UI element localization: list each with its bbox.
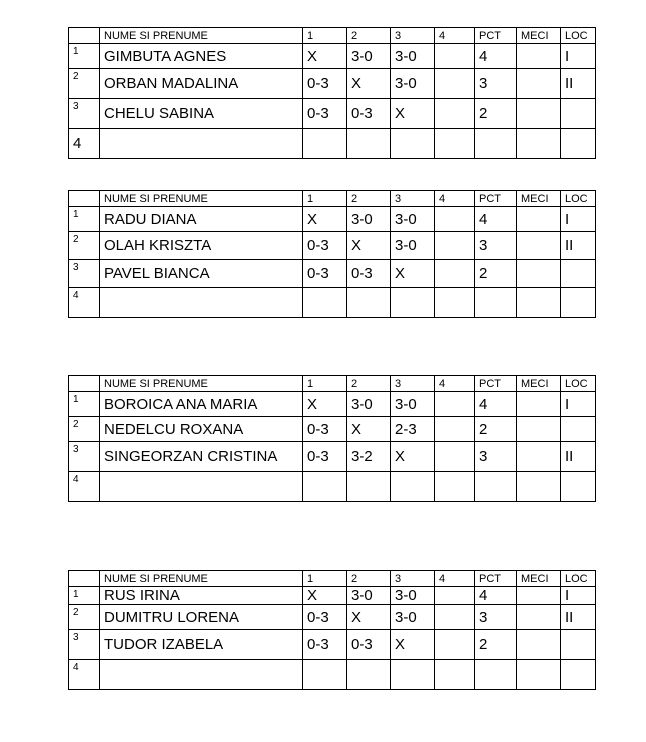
place-cell bbox=[561, 472, 596, 502]
vs-3-cell: X bbox=[391, 630, 435, 660]
vs-1-cell bbox=[303, 129, 347, 159]
header-name: NUME SI PRENUME bbox=[100, 376, 303, 392]
vs-4-cell bbox=[435, 207, 475, 232]
table-row bbox=[69, 660, 596, 690]
vs-1-cell: 0-3 bbox=[303, 605, 347, 630]
header-row bbox=[69, 191, 596, 207]
vs-2-cell: X bbox=[347, 232, 391, 260]
matches-cell bbox=[517, 207, 561, 232]
header-matches: MECI bbox=[517, 376, 561, 392]
table-row bbox=[69, 99, 596, 129]
matches-cell bbox=[517, 232, 561, 260]
vs-4-cell bbox=[435, 129, 475, 159]
table-row bbox=[69, 417, 596, 442]
vs-3-cell: X bbox=[391, 99, 435, 129]
table-row bbox=[69, 44, 596, 69]
place-cell bbox=[561, 288, 596, 318]
table-row bbox=[69, 630, 596, 660]
vs-2-cell: 3-0 bbox=[347, 207, 391, 232]
table-row bbox=[69, 442, 596, 472]
vs-1-cell: 0-3 bbox=[303, 99, 347, 129]
matches-cell bbox=[517, 630, 561, 660]
vs-3-cell: 3-0 bbox=[391, 69, 435, 99]
vs-3-cell bbox=[391, 472, 435, 502]
vs-1-cell bbox=[303, 472, 347, 502]
header-index bbox=[69, 28, 100, 44]
points-cell: 4 bbox=[475, 392, 517, 417]
points-cell: 3 bbox=[475, 232, 517, 260]
vs-2-cell bbox=[347, 129, 391, 159]
matches-cell bbox=[517, 417, 561, 442]
points-cell: 2 bbox=[475, 99, 517, 129]
matches-cell bbox=[517, 260, 561, 288]
index-cell: 2 bbox=[69, 417, 100, 442]
vs-2-cell: 3-0 bbox=[347, 587, 391, 605]
table-row bbox=[69, 232, 596, 260]
vs-2-cell: X bbox=[347, 605, 391, 630]
name-cell: GIMBUTA AGNES bbox=[100, 44, 303, 69]
vs-1-cell: X bbox=[303, 44, 347, 69]
vs-1-cell: 0-3 bbox=[303, 630, 347, 660]
index-cell: 3 bbox=[69, 442, 100, 472]
header-points: PCT bbox=[475, 571, 517, 587]
matches-cell bbox=[517, 605, 561, 630]
matches-cell bbox=[517, 69, 561, 99]
vs-4-cell bbox=[435, 260, 475, 288]
vs-2-cell bbox=[347, 288, 391, 318]
header-vs-1: 1 bbox=[303, 28, 347, 44]
vs-4-cell bbox=[435, 44, 475, 69]
header-vs-4: 4 bbox=[435, 571, 475, 587]
vs-3-cell: 3-0 bbox=[391, 44, 435, 69]
name-cell: PAVEL BIANCA bbox=[100, 260, 303, 288]
vs-2-cell bbox=[347, 660, 391, 690]
name-cell bbox=[100, 129, 303, 159]
table-row bbox=[69, 288, 596, 318]
vs-4-cell bbox=[435, 630, 475, 660]
header-vs-4: 4 bbox=[435, 191, 475, 207]
name-cell bbox=[100, 288, 303, 318]
vs-1-cell: 0-3 bbox=[303, 442, 347, 472]
name-cell: SINGEORZAN CRISTINA bbox=[100, 442, 303, 472]
header-vs-3: 3 bbox=[391, 191, 435, 207]
vs-2-cell: 0-3 bbox=[347, 260, 391, 288]
vs-2-cell: X bbox=[347, 69, 391, 99]
name-cell: TUDOR IZABELA bbox=[100, 630, 303, 660]
vs-2-cell bbox=[347, 472, 391, 502]
vs-1-cell: X bbox=[303, 587, 347, 605]
header-points: PCT bbox=[475, 28, 517, 44]
matches-cell bbox=[517, 442, 561, 472]
header-vs-1: 1 bbox=[303, 376, 347, 392]
points-cell: 4 bbox=[475, 207, 517, 232]
vs-2-cell: 3-0 bbox=[347, 392, 391, 417]
place-cell: II bbox=[561, 605, 596, 630]
matches-cell bbox=[517, 587, 561, 605]
header-name: NUME SI PRENUME bbox=[100, 28, 303, 44]
vs-4-cell bbox=[435, 288, 475, 318]
vs-1-cell: 0-3 bbox=[303, 260, 347, 288]
header-vs-3: 3 bbox=[391, 28, 435, 44]
matches-cell bbox=[517, 472, 561, 502]
vs-4-cell bbox=[435, 232, 475, 260]
points-cell bbox=[475, 472, 517, 502]
points-cell bbox=[475, 660, 517, 690]
place-cell bbox=[561, 99, 596, 129]
header-points: PCT bbox=[475, 376, 517, 392]
vs-4-cell bbox=[435, 472, 475, 502]
points-cell: 2 bbox=[475, 630, 517, 660]
header-place: LOC bbox=[561, 191, 596, 207]
index-cell: 1 bbox=[69, 392, 100, 417]
vs-4-cell bbox=[435, 392, 475, 417]
header-vs-3: 3 bbox=[391, 571, 435, 587]
index-cell: 4 bbox=[69, 472, 100, 502]
index-cell: 1 bbox=[69, 587, 100, 605]
index-cell: 3 bbox=[69, 260, 100, 288]
name-cell: DUMITRU LORENA bbox=[100, 605, 303, 630]
matches-cell bbox=[517, 288, 561, 318]
vs-3-cell bbox=[391, 129, 435, 159]
group-table-2 bbox=[68, 190, 596, 318]
table-row bbox=[69, 605, 596, 630]
points-cell bbox=[475, 288, 517, 318]
points-cell: 2 bbox=[475, 260, 517, 288]
index-cell: 1 bbox=[69, 44, 100, 69]
vs-4-cell bbox=[435, 99, 475, 129]
header-points: PCT bbox=[475, 191, 517, 207]
vs-1-cell: 0-3 bbox=[303, 69, 347, 99]
vs-1-cell: X bbox=[303, 207, 347, 232]
place-cell bbox=[561, 260, 596, 288]
place-cell: II bbox=[561, 69, 596, 99]
header-vs-1: 1 bbox=[303, 571, 347, 587]
points-cell: 2 bbox=[475, 417, 517, 442]
matches-cell bbox=[517, 129, 561, 159]
points-cell: 3 bbox=[475, 442, 517, 472]
index-cell: 2 bbox=[69, 605, 100, 630]
header-row bbox=[69, 376, 596, 392]
table-row bbox=[69, 472, 596, 502]
name-cell bbox=[100, 472, 303, 502]
index-cell: 2 bbox=[69, 69, 100, 99]
place-cell bbox=[561, 129, 596, 159]
vs-3-cell: 3-0 bbox=[391, 232, 435, 260]
vs-1-cell bbox=[303, 288, 347, 318]
vs-4-cell bbox=[435, 442, 475, 472]
header-vs-4: 4 bbox=[435, 28, 475, 44]
header-vs-4: 4 bbox=[435, 376, 475, 392]
vs-3-cell bbox=[391, 288, 435, 318]
index-cell: 3 bbox=[69, 630, 100, 660]
name-cell: BOROICA ANA MARIA bbox=[100, 392, 303, 417]
name-cell: RADU DIANA bbox=[100, 207, 303, 232]
vs-1-cell: 0-3 bbox=[303, 232, 347, 260]
points-cell: 3 bbox=[475, 605, 517, 630]
table-row bbox=[69, 392, 596, 417]
vs-2-cell: X bbox=[347, 417, 391, 442]
place-cell: I bbox=[561, 44, 596, 69]
place-cell bbox=[561, 660, 596, 690]
points-cell: 3 bbox=[475, 69, 517, 99]
place-cell: I bbox=[561, 392, 596, 417]
header-vs-3: 3 bbox=[391, 376, 435, 392]
vs-4-cell bbox=[435, 660, 475, 690]
header-row bbox=[69, 571, 596, 587]
header-name: NUME SI PRENUME bbox=[100, 571, 303, 587]
place-cell: I bbox=[561, 207, 596, 232]
header-index bbox=[69, 376, 100, 392]
matches-cell bbox=[517, 660, 561, 690]
table-row bbox=[69, 207, 596, 232]
matches-cell bbox=[517, 44, 561, 69]
index-cell: 4 bbox=[69, 660, 100, 690]
group-table-3 bbox=[68, 375, 596, 502]
index-cell: 3 bbox=[69, 99, 100, 129]
index-cell: 4 bbox=[69, 129, 100, 159]
points-cell: 4 bbox=[475, 44, 517, 69]
vs-3-cell: 3-0 bbox=[391, 587, 435, 605]
header-row bbox=[69, 28, 596, 44]
vs-1-cell: 0-3 bbox=[303, 417, 347, 442]
table-row bbox=[69, 260, 596, 288]
vs-3-cell: X bbox=[391, 442, 435, 472]
vs-3-cell: 3-0 bbox=[391, 392, 435, 417]
vs-2-cell: 3-2 bbox=[347, 442, 391, 472]
points-cell bbox=[475, 129, 517, 159]
header-matches: MECI bbox=[517, 571, 561, 587]
vs-3-cell: 3-0 bbox=[391, 207, 435, 232]
header-place: LOC bbox=[561, 376, 596, 392]
vs-3-cell bbox=[391, 660, 435, 690]
points-cell: 4 bbox=[475, 587, 517, 605]
vs-4-cell bbox=[435, 605, 475, 630]
index-cell: 1 bbox=[69, 207, 100, 232]
place-cell: I bbox=[561, 587, 596, 605]
header-vs-2: 2 bbox=[347, 376, 391, 392]
vs-3-cell: 2-3 bbox=[391, 417, 435, 442]
vs-4-cell bbox=[435, 587, 475, 605]
name-cell: OLAH KRISZTA bbox=[100, 232, 303, 260]
table-row bbox=[69, 587, 596, 605]
group-table-1 bbox=[68, 27, 596, 159]
place-cell: II bbox=[561, 442, 596, 472]
vs-2-cell: 0-3 bbox=[347, 99, 391, 129]
header-place: LOC bbox=[561, 28, 596, 44]
name-cell bbox=[100, 660, 303, 690]
vs-3-cell: 3-0 bbox=[391, 605, 435, 630]
header-matches: MECI bbox=[517, 28, 561, 44]
header-matches: MECI bbox=[517, 191, 561, 207]
matches-cell bbox=[517, 99, 561, 129]
name-cell: ORBAN MADALINA bbox=[100, 69, 303, 99]
vs-3-cell: X bbox=[391, 260, 435, 288]
vs-4-cell bbox=[435, 417, 475, 442]
header-index bbox=[69, 191, 100, 207]
header-place: LOC bbox=[561, 571, 596, 587]
header-vs-1: 1 bbox=[303, 191, 347, 207]
vs-4-cell bbox=[435, 69, 475, 99]
vs-2-cell: 0-3 bbox=[347, 630, 391, 660]
vs-2-cell: 3-0 bbox=[347, 44, 391, 69]
group-table-4 bbox=[68, 570, 596, 690]
place-cell bbox=[561, 417, 596, 442]
index-cell: 2 bbox=[69, 232, 100, 260]
header-vs-2: 2 bbox=[347, 28, 391, 44]
header-vs-2: 2 bbox=[347, 191, 391, 207]
place-cell: II bbox=[561, 232, 596, 260]
table-row bbox=[69, 69, 596, 99]
name-cell: CHELU SABINA bbox=[100, 99, 303, 129]
header-vs-2: 2 bbox=[347, 571, 391, 587]
table-row bbox=[69, 129, 596, 159]
vs-1-cell bbox=[303, 660, 347, 690]
index-cell: 4 bbox=[69, 288, 100, 318]
matches-cell bbox=[517, 392, 561, 417]
name-cell: RUS IRINA bbox=[100, 587, 303, 605]
name-cell: NEDELCU ROXANA bbox=[100, 417, 303, 442]
vs-1-cell: X bbox=[303, 392, 347, 417]
header-index bbox=[69, 571, 100, 587]
place-cell bbox=[561, 630, 596, 660]
header-name: NUME SI PRENUME bbox=[100, 191, 303, 207]
